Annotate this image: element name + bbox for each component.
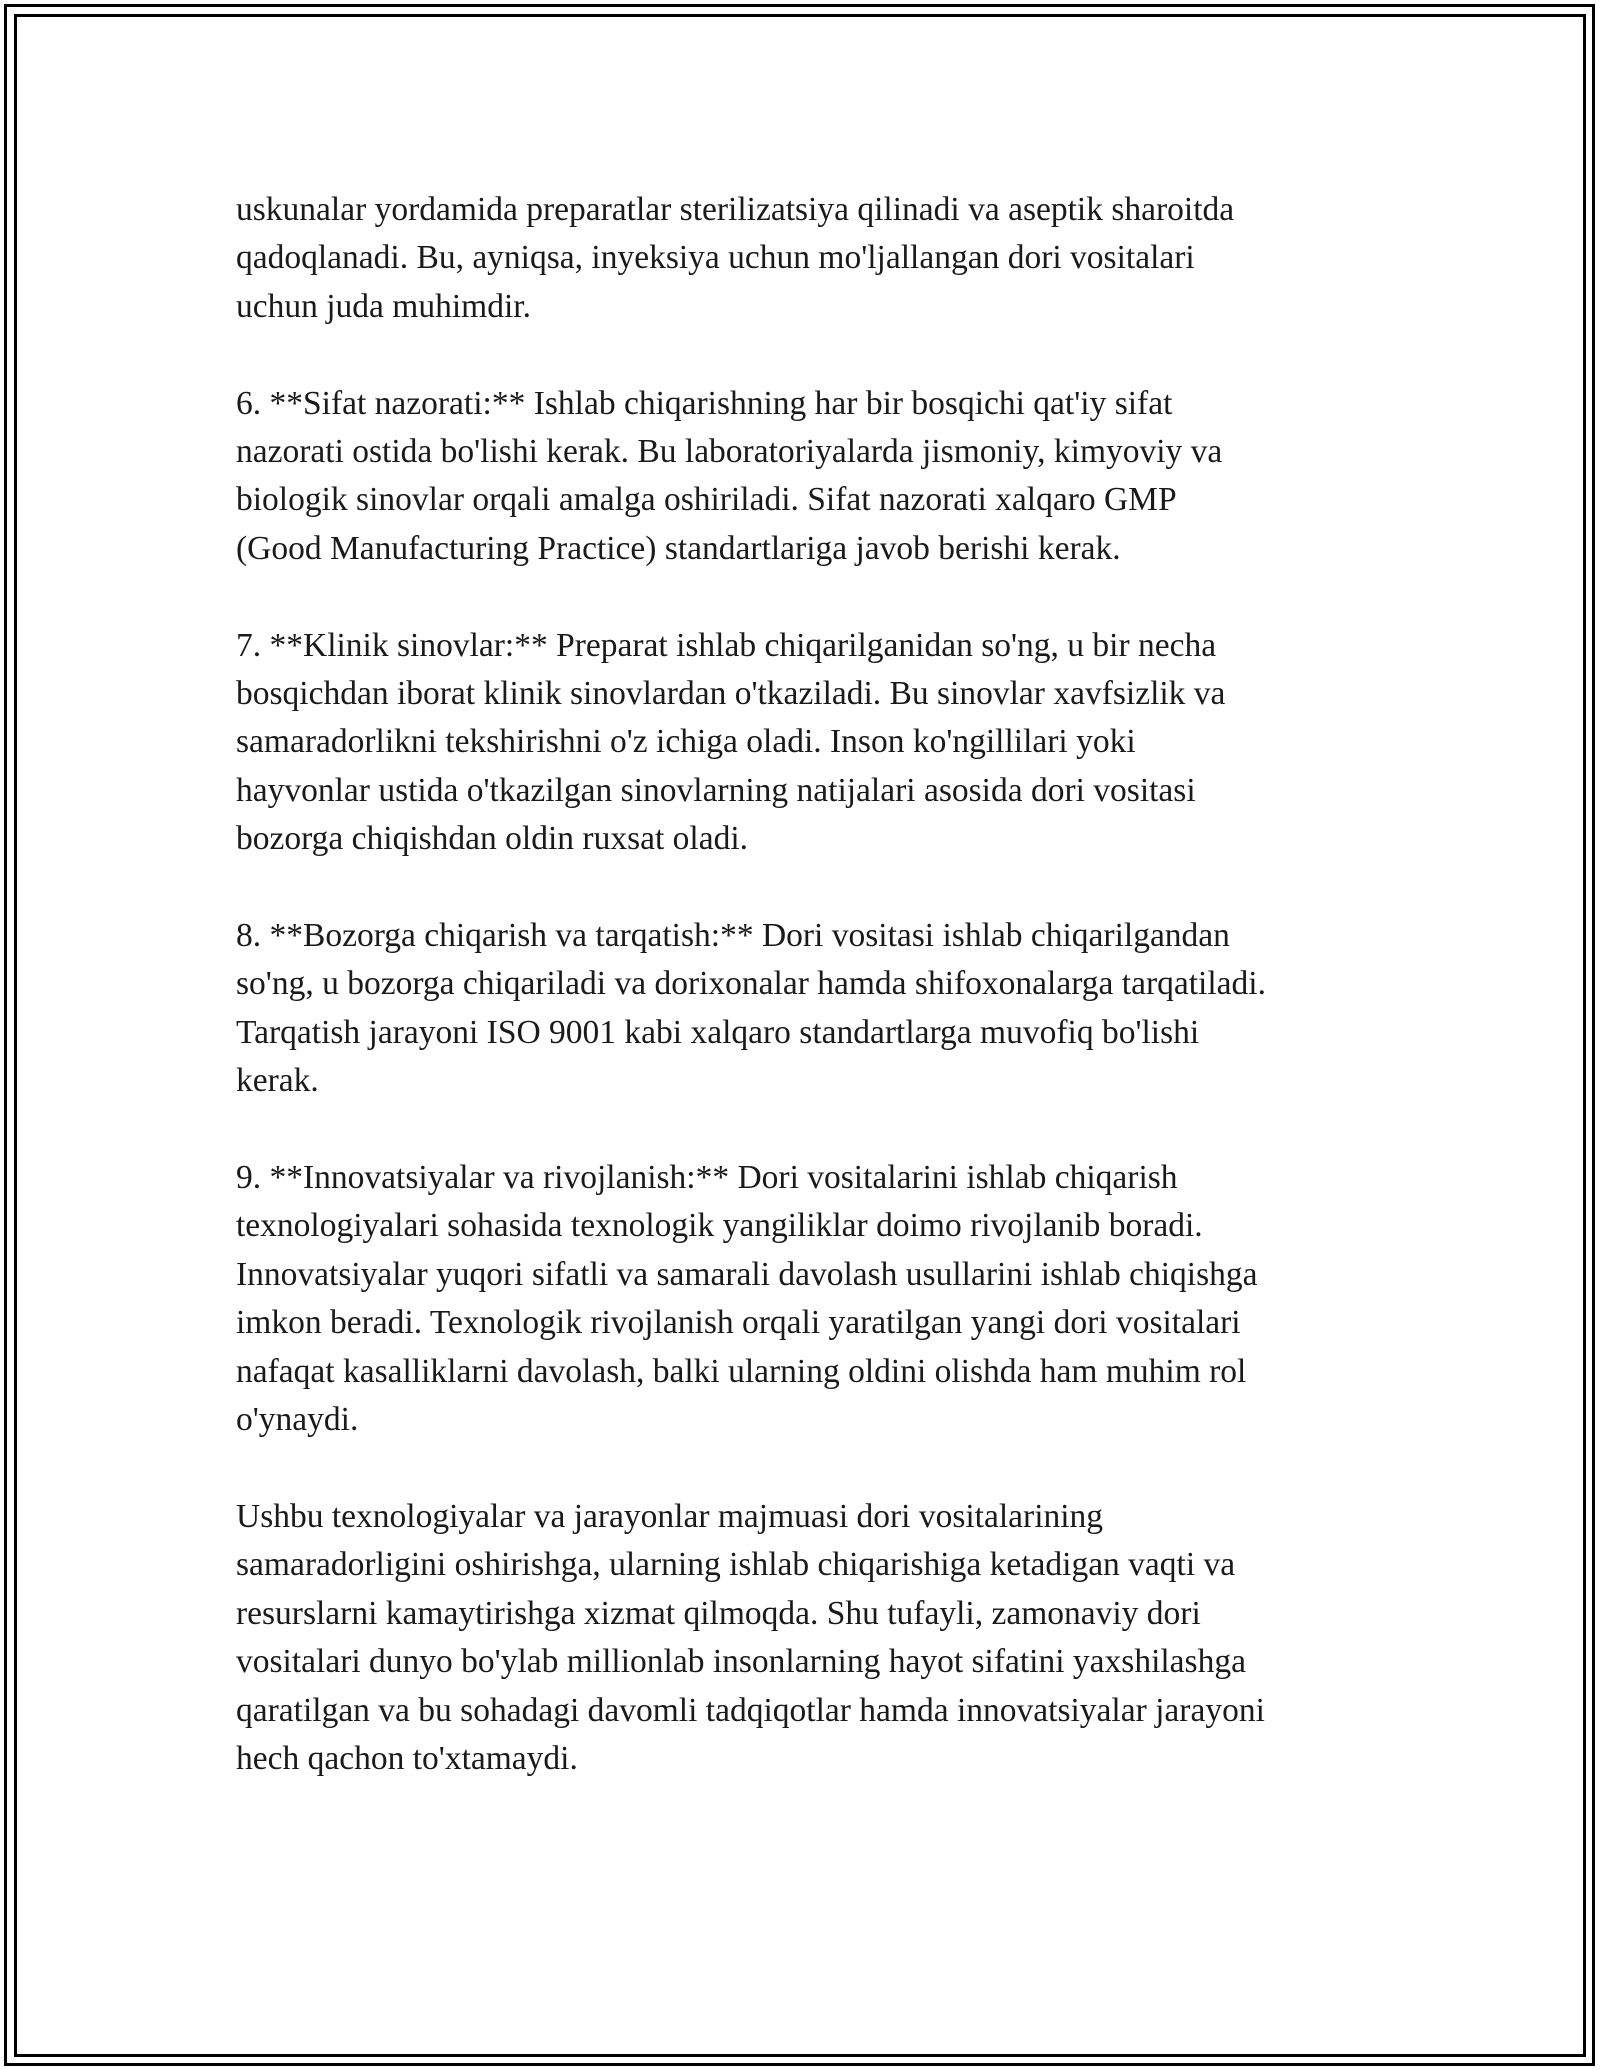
text-line: o'ynaydi. <box>236 1401 359 1439</box>
text-line: vositalari dunyo bo'ylab millionlab insonlarning hayot sifatini yaxshilashga <box>236 1643 1246 1681</box>
text-line: 8. **Bozorga chiqarish va tarqatish:** Dori vositasi ishlab chiqarilgandan <box>236 917 1230 955</box>
text-line: nafaqat kasalliklarni davolash, balki ularning oldini olishda ham muhim rol <box>236 1352 1247 1390</box>
text-line: texnologiyalari sohasida texnologik yangiliklar doimo rivojlanib boradi. <box>236 1207 1203 1245</box>
document-body <box>236 186 1396 1832</box>
text-line: so'ng, u bozorga chiqariladi va dorixonalar hamda shifoxonalarga tarqatiladi. <box>236 965 1266 1003</box>
text-line: qadoqlanadi. Bu, ayniqsa, inyeksiya uchun mo'ljallangan dori vositalari <box>236 239 1195 277</box>
text-line: 9. **Innovatsiyalar va rivojlanish:** Dori vositalarini ishlab chiqarish <box>236 1159 1178 1197</box>
paragraph-quality-control <box>236 380 1396 574</box>
text-line: kerak. <box>236 1062 319 1100</box>
text-line: 6. **Sifat nazorati:** Ishlab chiqarishning har bir bosqichi qat'iy sifat <box>236 384 1173 422</box>
paragraph-innovations <box>236 1154 1396 1444</box>
text-line: 7. **Klinik sinovlar:** Preparat ishlab chiqarilganidan so'ng, u bir necha <box>236 626 1217 664</box>
text-line: hayvonlar ustida o'tkazilgan sinovlarning natijalari asosida dori vositasi <box>236 771 1196 809</box>
paragraph-intro-continuation <box>236 186 1396 331</box>
text-line: qaratilgan va bu sohadagi davomli tadqiqotlar hamda innovatsiyalar jarayoni <box>236 1691 1265 1729</box>
text-line: hech qachon to'xtamaydi. <box>236 1739 578 1777</box>
text-line: bozorga chiqishdan oldin ruxsat oladi. <box>236 820 749 858</box>
paragraph-clinical-trials <box>236 622 1396 864</box>
text-line: samaradorlikni tekshirishni o'z ichiga oladi. Inson ko'ngillilari yoki <box>236 723 1136 761</box>
paragraph-conclusion <box>236 1493 1396 1783</box>
text-line: Ushbu texnologiyalar va jarayonlar majmuasi dori vositalarining <box>236 1497 1104 1535</box>
text-line: Innovatsiyalar yuqori sifatli va samarali davolash usullarini ishlab chiqishga <box>236 1255 1258 1293</box>
text-line: uskunalar yordamida preparatlar sterilizatsiya qilinadi va aseptik sharoitda <box>236 191 1235 228</box>
text-line: biologik sinovlar orqali amalga oshiriladi. Sifat nazorati xalqaro GMP <box>236 481 1177 519</box>
text-line: Tarqatish jarayoni ISO 9001 kabi xalqaro standartlarga muvofiq bo'lishi <box>236 1013 1200 1051</box>
paragraph-market-distribution <box>236 912 1396 1106</box>
text-line: uchun juda muhimdir. <box>236 287 531 325</box>
text-line: resurslarni kamaytirishga xizmat qilmoqda. Shu tufayli, zamonaviy dori <box>236 1594 1201 1632</box>
text-line: nazorati ostida bo'lishi kerak. Bu laboratoriyalarda jismoniy, kimyoviy va <box>236 433 1223 471</box>
text-line: bosqichdan iborat klinik sinovlardan o'tkaziladi. Bu sinovlar xavfsizlik va <box>236 675 1226 713</box>
text-line: samaradorligini oshirishga, ularning ishlab chiqarishiga ketadigan vaqti va <box>236 1546 1236 1584</box>
text-line: (Good Manufacturing Practice) standartlariga javob berishi kerak. <box>236 529 1121 567</box>
text-line: imkon beradi. Texnologik rivojlanish orqali yaratilgan yangi dori vositalari <box>236 1304 1241 1342</box>
